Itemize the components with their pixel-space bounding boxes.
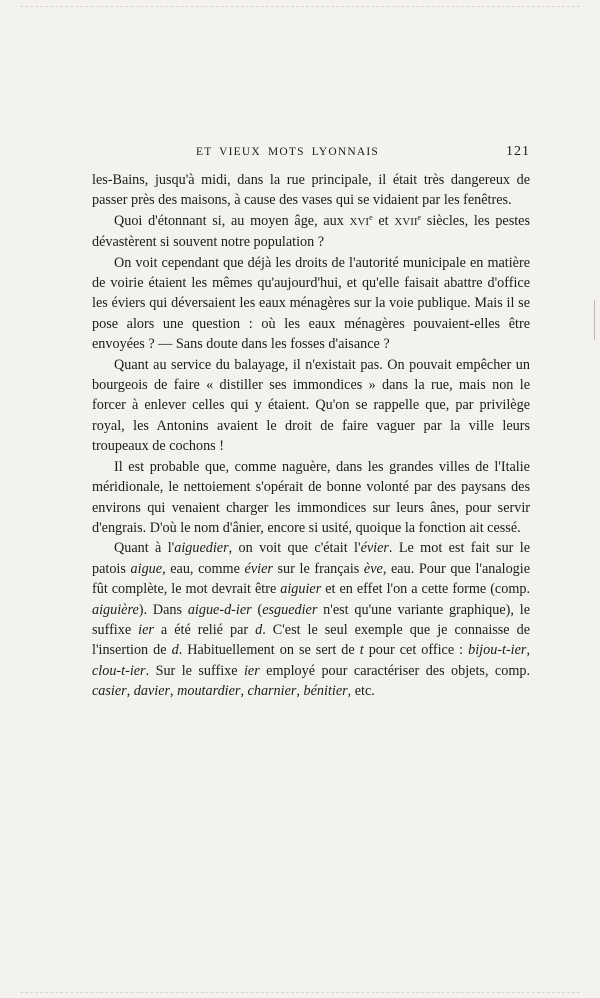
page-number: 121 [506, 144, 530, 159]
running-title: ET VIEUX MOTS LYONNAIS [196, 146, 380, 158]
p6-i20: charnier [247, 683, 297, 700]
p6-s1: Quant à l' [114, 540, 175, 557]
p2-text-a: Quoi d'étonnant si, au moyen âge, aux [114, 212, 350, 229]
p6-i15: clou-t-ier [92, 662, 146, 679]
p6-s8: ). Dans [138, 601, 188, 618]
p6-i10: ier [138, 621, 154, 638]
p6-s9: ( [251, 601, 263, 618]
p6-i2: évier [360, 540, 389, 557]
p6-i12: d [171, 642, 179, 659]
p6-s5: sur le français [272, 560, 364, 577]
p6-i9: esguedier [262, 601, 318, 618]
p6-s13: . Habituellement on se sert de [178, 642, 360, 659]
p6-s19: , [170, 683, 178, 700]
p6-s22: , etc. [347, 683, 375, 700]
p6-i11: d [255, 621, 263, 638]
p6-i16: ier [243, 662, 260, 679]
p6-s3: . Le mot est fait sur le patois [92, 540, 531, 577]
body-text [92, 170, 530, 702]
paragraph-4: Quant au service du balayage, il n'existait pas. On pouvait empêcher un bourgeois de faire « distiller ses immondices » dans la rue, mais non le forcer à enlever celles qui y étaient. Qu'on se rappelle que, par privilège royal, les Antonins avaient le droit de faire vaguer par la ville leurs troupeaux de cochons ! [92, 356, 530, 455]
superscript-e-1: e [369, 212, 373, 222]
p6-s17: employé pour caractériser des objets, comp. [259, 662, 530, 679]
paragraph-3: On voit cependant que déjà les droits de l'autorité municipale en matière de voirie étaient les mêmes qu'aujourd'hui, et qu'elle faisait abattre d'office les éviers qui déversaient les eaux ménagères sur la voie publique. Mais il se pose alors une question : où les eaux ménagères pouvaient-elles être envoyées ? — Sans doute dans les fosses d'aisance ? [92, 254, 530, 353]
p6-i18: davier [133, 683, 171, 700]
p6-s14: pour cet office : [363, 642, 469, 659]
century-xvi: XVI [349, 215, 370, 228]
p2-text-and: et [372, 212, 395, 229]
p6-s21: , [296, 683, 304, 700]
superscript-e-2: e [417, 212, 422, 222]
p6-s12: . C'est le seul exemple que je connaisse de l'insertion de [92, 621, 531, 659]
century-xvii: XVII [394, 215, 418, 228]
p6-s4: , eau, comme [162, 560, 245, 577]
p6-i21: bénitier [303, 683, 348, 700]
p6-i5: ève [363, 560, 383, 577]
p6-s15: , [526, 642, 530, 659]
paragraph-2 [92, 211, 530, 253]
p6-s20: , [240, 683, 248, 700]
p6-s6: , eau. Pour que l'analogie fût complète, le mot devrait être [92, 560, 531, 598]
p6-s10: n'est qu'une variante graphique), le suffixe [92, 601, 530, 638]
paragraph-6 [92, 538, 530, 701]
p6-i4: évier [244, 560, 273, 577]
p6-i13: t [359, 642, 364, 659]
p6-s16: . Sur le suffixe [145, 662, 244, 679]
p6-s7: et en effet l'on a cette forme (comp. [321, 581, 530, 598]
p6-s11: a été relié par [153, 621, 256, 638]
p6-i14: bijou-t-ier [468, 642, 527, 659]
bottom-edge-artifact [20, 992, 580, 995]
paragraph-5: Il est probable que, comme naguère, dans les grandes villes de l'Italie méridionale, le nettoiement s'opérait de bonne volonté par des paysans des environs qui venaient charger les immondices sur leurs ânes, pour servir d'engrais. D'où le nom d'ânier, encore si usité, quoique la fonction ait cessé. [92, 458, 530, 536]
top-edge-artifact [20, 6, 580, 9]
running-header [92, 146, 530, 166]
p6-s18: , [126, 683, 134, 700]
p6-i3: aigue [130, 560, 163, 577]
p6-i7: aiguière [92, 601, 139, 618]
p6-s2: , on voit que c'était l' [228, 540, 361, 557]
p6-i19: moutardier [177, 683, 241, 700]
p6-i6: aiguier [280, 581, 322, 598]
p6-i17: casier [92, 683, 127, 700]
paragraph-1: les-Bains, jusqu'à midi, dans la rue principale, il était très dangereux de passer près des maisons, à cause des vases qui se vidaient par les fenêtres. [92, 172, 530, 209]
scan-margin-mark [594, 300, 595, 340]
p6-i8: aigue-d-ier [187, 601, 252, 618]
p6-i1: aiguedier [174, 540, 229, 557]
p2-text-b: siècles, les pestes dévastèrent si souvent notre population ? [92, 212, 530, 251]
